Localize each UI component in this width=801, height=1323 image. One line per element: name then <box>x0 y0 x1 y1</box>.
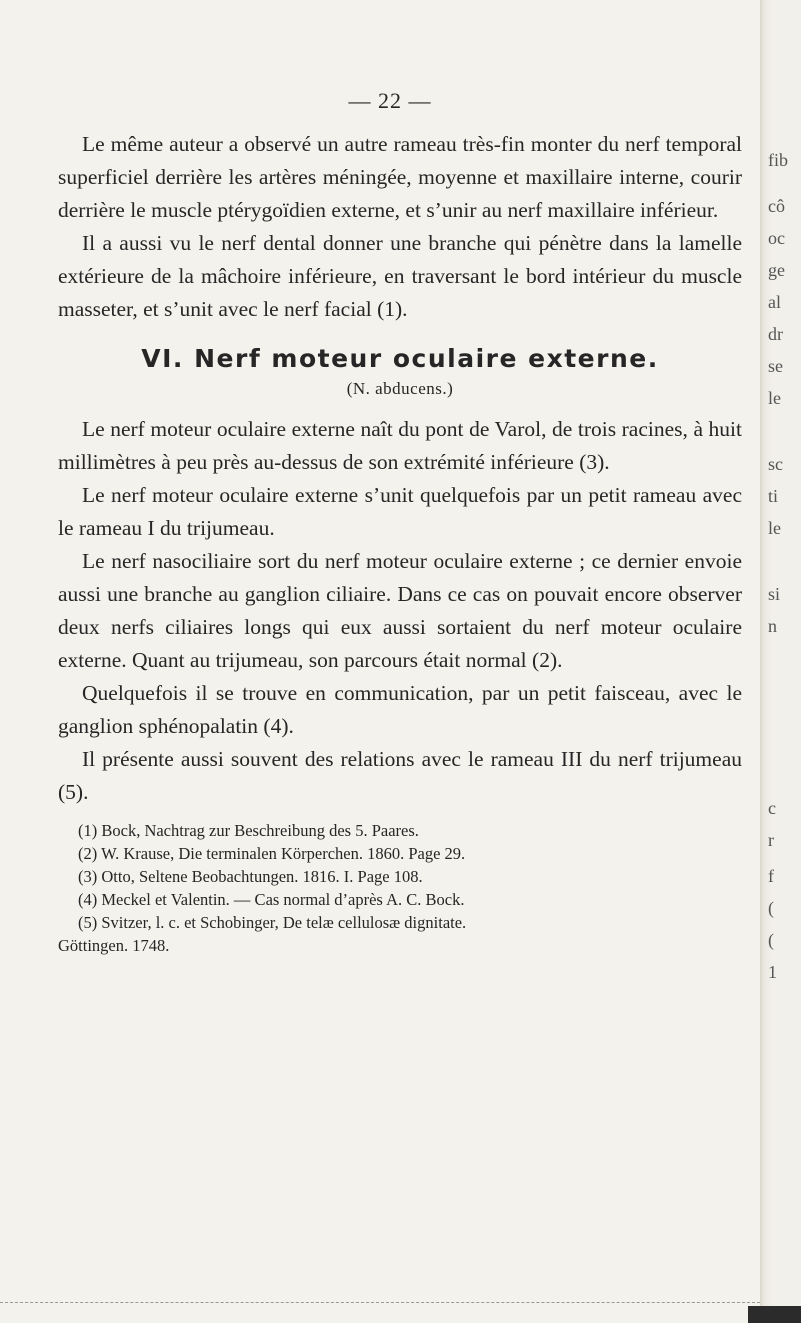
paragraph: Quelquefois il se trouve en communication, par un petit faisceau, avec le ganglion sphénopalatin (4). <box>58 681 742 738</box>
paragraph: Le nerf moteur oculaire externe s’unit quelquefois par un petit rameau avec le rameau I du trijumeau. <box>58 483 742 540</box>
adjacent-page-fragment: c <box>768 798 776 818</box>
adjacent-page-fragment: le <box>768 388 781 408</box>
page-bottom-edge <box>0 1302 760 1303</box>
scan-corner-mark <box>748 1306 801 1323</box>
adjacent-page-fragment: n <box>768 616 777 636</box>
adjacent-page-fragment: sc <box>768 454 783 474</box>
footnote: (4) Meckel et Valentin. — Cas normal d’après A. C. Bock. <box>78 890 465 909</box>
adjacent-page-fragment: f <box>768 866 774 886</box>
adjacent-page-fragment: oc <box>768 228 785 248</box>
adjacent-page-fragment: se <box>768 356 783 376</box>
footnote-continuation: Göttingen. 1748. <box>58 936 170 955</box>
paragraph: Le nerf nasociliaire sort du nerf moteur oculaire externe ; ce dernier envoie aussi une branche au ganglion ciliaire. Dans ce cas on pouvait encore observer deux nerfs ciliaires longs qui eux aussi sortaient du nerf moteur oculaire externe. Quant au trijumeau, son parcours était normal (2). <box>58 549 742 672</box>
adjacent-page-fragment: al <box>768 292 781 312</box>
footnote: (5) Svitzer, l. c. et Schobinger, De telæ cellulosæ dignitate. <box>78 913 467 932</box>
footnote: (3) Otto, Seltene Beobachtungen. 1816. I. Page 108. <box>78 867 423 886</box>
adjacent-page-fragment: dr <box>768 324 783 344</box>
section-subtitle: (N. abducens.) <box>346 379 454 398</box>
adjacent-page-fragment: le <box>768 518 781 538</box>
adjacent-page-fragment: si <box>768 584 781 604</box>
adjacent-page-fragment: cô <box>768 196 785 216</box>
paragraph: Il présente aussi souvent des relations avec le rameau III du nerf trijumeau (5). <box>58 747 742 804</box>
paragraph: Le même auteur a observé un autre rameau très-fin monter du nerf temporal superficiel derrière les artères méningée, moyenne et maxillaire interne, courir derrière le muscle ptérygoïdien externe, et s’unir au nerf maxillaire inférieur. <box>58 132 742 222</box>
page-number: — 22 — <box>348 88 432 113</box>
paragraph: Il a aussi vu le nerf dental donner une branche qui pénètre dans la lamelle extérieure de la mâchoire inférieure, en traversant le bord intérieur du muscle masseter, et s’unit avec le nerf facial (1). <box>58 231 742 321</box>
footnote: (2) W. Krause, Die terminalen Körperchen. 1860. Page 29. <box>78 844 466 863</box>
footnotes <box>58 819 742 957</box>
paragraph: Le nerf moteur oculaire externe naît du pont de Varol, de trois racines, à huit millimètres à peu près au-dessus de son extrémité inférieure (3). <box>58 417 742 474</box>
adjacent-page-fragment: ti <box>768 486 779 506</box>
adjacent-page-fragment: ( <box>768 930 774 950</box>
adjacent-page-fragment: fib <box>768 150 788 170</box>
adjacent-page-fragment: ge <box>768 260 785 280</box>
adjacent-page-fragment: r <box>768 830 774 850</box>
footnote: (1) Bock, Nachtrag zur Beschreibung des 5. Paares. <box>78 821 419 840</box>
adjacent-page-fragment: ( <box>768 898 774 918</box>
page-body <box>58 128 742 957</box>
adjacent-page-fragment: 1 <box>768 962 777 982</box>
section-heading: VI. Nerf moteur oculaire externe. <box>141 344 659 373</box>
